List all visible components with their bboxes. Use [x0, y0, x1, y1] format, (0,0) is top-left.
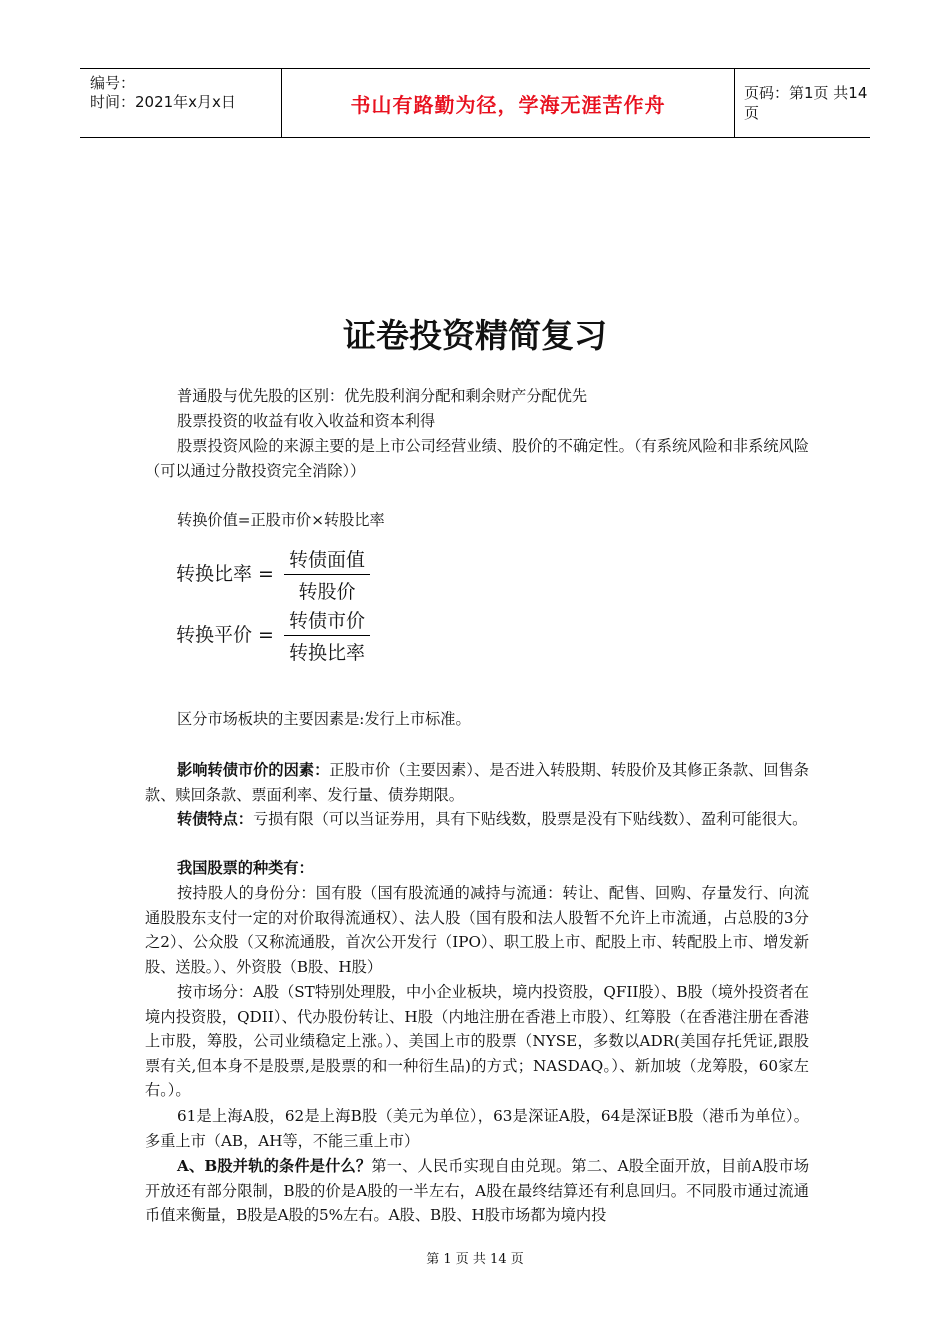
paragraph-preferred-stock: 普通股与优先股的区别：优先股利润分配和剩余财产分配优先 [177, 387, 588, 405]
paragraph-heading: 我国股票的种类有： [177, 859, 314, 877]
paragraph-convertible-price-factors [145, 758, 809, 807]
time-label: 时间：2021年x月x日 [90, 93, 236, 111]
formula-numerator: 转债面值 [284, 545, 370, 575]
document-header [80, 68, 870, 138]
paragraph-heading: A、B股并轨的条件是什么？ [177, 1157, 372, 1175]
paragraph-ab-merge [145, 1154, 809, 1228]
formula-lhs: 转换平价 = [176, 624, 274, 646]
formula-numerator: 转债市价 [284, 606, 370, 636]
paragraph-by-holder: 按持股人的身份分：国有股（国有股流通的减持与流通：转让、配售、回购、存量发行、向流通股股东支付一定的对价取得流通权）、法人股（国有股和法人股暂不允许上市流通，占总股的3分之2）、公众股（又称流通股，首次公开发行（IPO）、职工股上市、配股上市、转配股上市、增发新股、送股。）、外资股（B股、H股） [145, 884, 809, 976]
formula-denominator: 转换比率 [288, 642, 365, 664]
paragraph-body: 第一、人民币实现自由兑现。第二、A股全面开放，目前A股市场开放还有部分限制，B股的价是A股的一半左右，A股在最终结算还有利息回归。不同股市通过流通币值来衡量，B股是A股的5%左右。A股、B股、H股市场都为境内投 [145, 1157, 810, 1225]
paragraph-body: 正股市价（主要因素）、是否进入转股期、转股价及其修正条款、回售条款、赎回条款、票面利率、发行量、债券期限。 [145, 761, 809, 804]
header-motto-cell [281, 69, 735, 137]
formula-lhs: 转换比率 = [176, 563, 274, 585]
paragraph-stock-codes: 61是上海A股，62是上海B股（美元为单位），63是深证A股，64是深证B股（港币为单位）。多重上市（AB，AH等，不能三重上市） [145, 1107, 809, 1150]
paragraph-conversion-value: 转换价值=正股市价×转股比率 [177, 511, 385, 529]
paragraph-stock-returns: 股票投资的收益有收入收益和资本利得 [177, 412, 436, 430]
formula-denominator: 转股价 [298, 581, 356, 603]
paragraph-heading: 影响转债市价的因素： [177, 761, 330, 779]
paragraph-stock-types-heading [145, 856, 809, 881]
header-meta-cell [80, 69, 280, 137]
paragraph-convertible-features [145, 807, 809, 832]
paragraph-stock-risk: 股票投资风险的来源主要的是上市公司经营业绩、股价的不确定性。（有系统风险和非系统风险（可以通过分散投资完全消除）） [145, 437, 809, 480]
serial-number-label: 编号： [90, 74, 136, 92]
formula-fraction [284, 606, 370, 665]
paragraph-heading: 转债特点： [177, 810, 253, 828]
paragraph-by-market: 按市场分：A股（ST特别处理股，中小企业板块，境内投资股，QFII股）、B股（境外投资者在境内投资股，QDII）、代办股份转让、H股（内地注册在香港上市股）、红筹股（在香港注册在香港上市股，筹股，公司业绩稳定上涨。）、美国上市的股票（NYSE，多数以ADR(美国存托凭证,跟股票有关,但本身不是股票,是股票的和一种衍生品)的方式；NASDAQ。）、新加坡（龙筹股，60家左右。）。 [145, 983, 809, 1100]
paragraph-market-segment: 区分市场板块的主要因素是:发行上市标准。 [177, 710, 471, 728]
paragraph-body: 亏损有限（可以当证券用，具有下贴线数，股票是没有下贴线数）、盈利可能很大。 [252, 810, 808, 828]
header-page-cell [734, 69, 870, 137]
motto-text: 书山有路勤为径，学海无涯苦作舟 [350, 92, 666, 117]
formula-fraction [284, 545, 370, 604]
page-info: 页码：第1页 共14页 [744, 84, 868, 122]
page-footer: 第 1 页 共 14 页 [426, 1252, 524, 1267]
document-title: 证卷投资精简复习 [343, 316, 607, 355]
